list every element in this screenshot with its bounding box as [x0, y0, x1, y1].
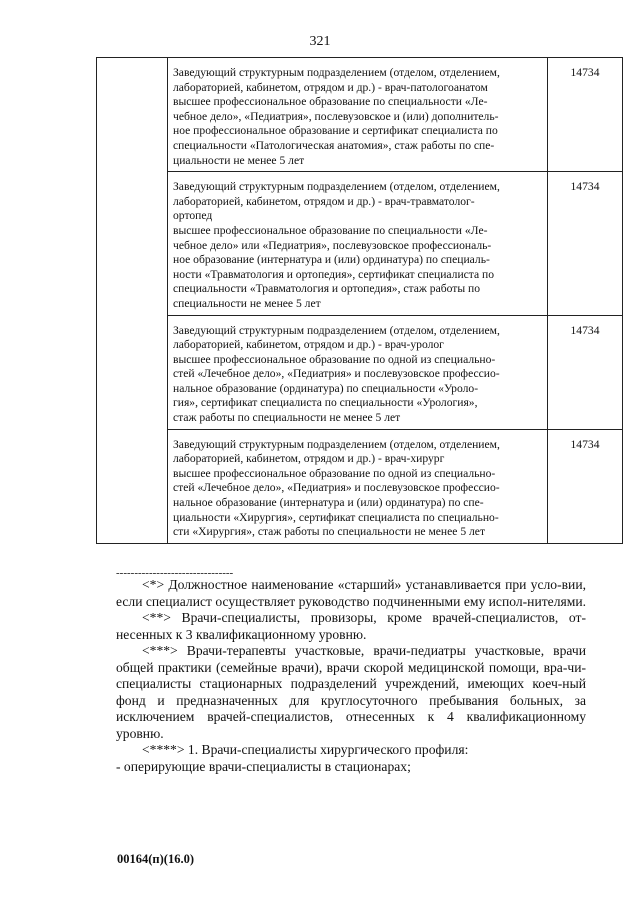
document-code: 00164(п)(16.0) — [117, 852, 194, 866]
row-text: Заведующий структурным подразделением (отделом, отделением, лабораторией, кабинетом, отрядом и др.) - врач-хирург высшее профессиональное образование по одной из специально- стей «Лечебное дело», «Педиатрия» и послевузовское профессио- нальное образование (интернатура и (или) ординатура) по спе- циальности «Хирургия», сертификат специалиста по специально- сти «Хирургия», стаж работы по специальности не менее 5 лет — [173, 437, 500, 539]
row-value: 14734 — [570, 437, 600, 451]
page-number: 321 — [309, 34, 331, 49]
row-value: 14734 — [570, 180, 600, 194]
footnote: <****> 1. Врачи-специалисты хирургического профиля: — [142, 742, 469, 757]
footnote: <**> Врачи-специалисты, провизоры, кроме врачей-специалистов, от-несенных к 3 квалификационному уровню. — [116, 610, 586, 642]
salary-value-cell — [548, 315, 623, 429]
footnote-list-item: - оперирующие врачи-специалисты в стационарах; — [116, 758, 411, 774]
salary-value-cell — [548, 58, 623, 172]
footnote-separator: -------------------------------- — [116, 567, 234, 579]
table-row — [97, 429, 623, 543]
row-text: Заведующий структурным подразделением (отделом, отделением, лабораторией, кабинетом, отрядом и др.) - врач-травматолог- ортопед высшее профессиональное образование по специальности «Ле- чебное дело» или «Педиатрия», послевузовское профессиональ- ное образование (интернатура и (или) ординатура) по специаль- ности «Травматология и ортопедия», сертификат специалиста по специальности «Травматология и ортопедия», стаж работы по специальности не менее 5 лет — [173, 180, 500, 310]
table-row — [97, 58, 623, 172]
row-value: 14734 — [570, 66, 600, 79]
empty-first-column-cell — [97, 58, 168, 544]
row-text: Заведующий структурным подразделением (отделом, отделением, лабораторией, кабинетом, отрядом и др.) - врач-уролог высшее профессиональное образование по одной из специально- стей «Лечебное дело», «Педиатрия» и послевузовское профессио- нальное образование (ординатура) по специальности «Уроло- гия», сертификат специалиста по специальности «Урология», стаж работы по специальности не менее 5 лет — [173, 323, 500, 425]
table-row — [97, 172, 623, 315]
footnotes — [116, 577, 586, 775]
salary-value-cell — [548, 429, 623, 543]
row-text: Заведующий структурным подразделением (отделом, отделением, лабораторией, кабинетом, отрядом и др.) - врач-патологоанатом высшее профессиональное образование по специальности «Ле- чебное дело», «Педиатрия», послевузовское и (или) дополнитель- ное профессиональное образование и сертификат специалиста по специальности «Патологическая анатомия», стаж работы по спе- циальности не менее 5 лет — [173, 66, 500, 167]
row-value: 14734 — [570, 323, 600, 337]
salary-value-cell — [548, 172, 623, 315]
position-requirements-cell — [168, 172, 548, 315]
footnote: <*> Должностное наименование «старший» устанавливается при усло-вии, если специалист осуществляет руководство подчиненными ему испол-нителями. — [116, 577, 587, 609]
table-row — [97, 315, 623, 429]
position-requirements-cell — [168, 315, 548, 429]
footnote: <***> Врачи-терапевты участковые, врачи-педиатры участковые, врачи общей практики (семейные врачи), врачи скорой медицинской помощи, вра-чи-специалисты стационарных подразделений учреждений, имеющих коеч-ный фонд и предназначенных для круглосуточного пребывания больных, за исключением врачей-специалистов, отнесенных к 4 квалификационному уровню. — [116, 643, 586, 741]
position-requirements-cell — [168, 429, 548, 543]
position-requirements-cell — [168, 58, 548, 172]
salary-table — [96, 57, 623, 544]
